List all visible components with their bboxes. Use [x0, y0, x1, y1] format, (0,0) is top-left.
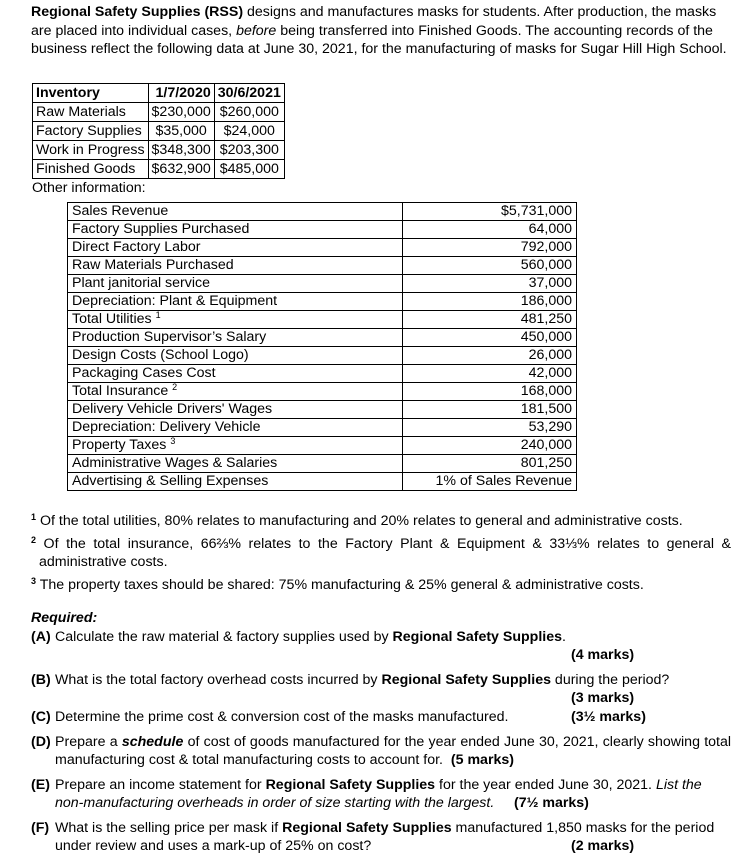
cost-value: 64,000: [403, 221, 577, 239]
question-d: (D) Prepare a schedule of cost of goods manufactured for the year ended June 30, 2021, clearly showing total manufacturing cost & total manufacturing costs to account for. (5 marks): [31, 734, 732, 768]
required-section: [31, 609, 731, 855]
table-row: [68, 455, 577, 473]
question-d-marks: (5 marks): [450, 752, 514, 768]
inventory-item: Work in Progress: [33, 141, 149, 160]
inventory-start-value: $35,000: [148, 122, 214, 141]
cost-item: Depreciation: Plant & Equipment: [68, 293, 403, 311]
question-letter: (D): [31, 734, 51, 750]
table-row: [68, 437, 577, 455]
table-row: [68, 365, 577, 383]
inventory-item: Raw Materials: [33, 103, 149, 122]
footnote-ref: 2: [172, 382, 178, 393]
table-row: [68, 419, 577, 437]
table-row: [68, 257, 577, 275]
cost-value: $5,731,000: [403, 203, 577, 221]
table-row: [33, 122, 285, 141]
question-letter: (F): [31, 820, 50, 836]
cost-value: 1% of Sales Revenue: [403, 473, 577, 491]
cost-item: Plant janitorial service: [68, 275, 403, 293]
question-letter: (A): [31, 629, 51, 645]
cost-value: 168,000: [403, 383, 577, 401]
other-information-table: [67, 202, 577, 491]
cost-item: Administrative Wages & Salaries: [68, 455, 403, 473]
inventory-end-value: $260,000: [214, 103, 284, 122]
cost-value: 801,250: [403, 455, 577, 473]
inventory-start-value: $632,900: [148, 160, 214, 179]
header-end-date: 30/6/2021: [214, 84, 284, 103]
cost-item: Property Taxes $^3$: [68, 437, 403, 455]
table-row: [68, 275, 577, 293]
cost-value: 792,000: [403, 239, 577, 257]
cost-item: Total Insurance $^2$: [68, 383, 403, 401]
inventory-item: Finished Goods: [33, 160, 149, 179]
cost-value: 240,000: [403, 437, 577, 455]
table-row: [33, 103, 285, 122]
cost-value: 181,500: [403, 401, 577, 419]
table-row: [68, 383, 577, 401]
table-row: [68, 293, 577, 311]
required-title: Required:: [31, 610, 98, 626]
cost-item: Depreciation: Delivery Vehicle: [68, 419, 403, 437]
footnote-ref: 3: [170, 436, 176, 447]
inventory-end-value: $203,300: [214, 141, 284, 160]
table-row: [68, 473, 577, 491]
cost-value: 26,000: [403, 347, 577, 365]
question-b-marks: (3 marks): [571, 690, 635, 706]
cost-value: 53,290: [403, 419, 577, 437]
footnote-2: $^2$ Of the total insurance, 66⅔% relates to the Factory Plant & Equipment & 33⅓% relates to general & administrative costs.: [31, 535, 731, 570]
question-a: (A) Calculate the raw material & factory supplies used by Regional Safety Supplies.: [31, 629, 566, 645]
cost-item: Design Costs (School Logo): [68, 347, 403, 365]
cost-item: Sales Revenue: [68, 203, 403, 221]
cost-item: Packaging Cases Cost: [68, 365, 403, 383]
cost-item: Production Supervisor’s Salary: [68, 329, 403, 347]
emphasis-before: before: [236, 22, 277, 39]
table-row: [68, 311, 577, 329]
question-letter: (C): [31, 709, 51, 725]
other-information-label: Other information:: [32, 180, 146, 196]
question-f: (F) What is the selling price per mask if Regional Safety Supplies manufactured 1,850 masks for the period under review and uses a mark-up of 25% on cost? (2 marks): [31, 820, 715, 854]
question-c-marks: (3½ marks): [571, 709, 646, 725]
header-inventory: Inventory: [33, 84, 149, 103]
inventory-item: Factory Supplies: [33, 122, 149, 141]
question-b: (B) What is the total factory overhead costs incurred by Regional Safety Supplies during the period?: [31, 672, 670, 688]
inventory-start-value: $230,000: [148, 103, 214, 122]
inventory-table: [32, 83, 285, 179]
question-a-marks: (4 marks): [571, 647, 635, 663]
question-c: (C) Determine the prime cost & conversion cost of the masks manufactured. (3½ marks): [31, 709, 646, 725]
table-row: [68, 347, 577, 365]
table-row: [68, 221, 577, 239]
table-row: [33, 141, 285, 160]
table-row: [68, 203, 577, 221]
cost-value: 450,000: [403, 329, 577, 347]
question-letter: (E): [31, 777, 50, 793]
inventory-end-value: $485,000: [214, 160, 284, 179]
cost-value: 42,000: [403, 365, 577, 383]
cost-value: 37,000: [403, 275, 577, 293]
table-row: [33, 160, 285, 179]
inventory-start-value: $348,300: [148, 141, 214, 160]
inventory-end-value: $24,000: [214, 122, 284, 141]
inventory-header-row: [33, 84, 285, 103]
cost-item: Total Utilities $^1$: [68, 311, 403, 329]
question-letter: (B): [31, 672, 51, 688]
cost-value: 481,250: [403, 311, 577, 329]
cost-value: 560,000: [403, 257, 577, 275]
table-row: [68, 401, 577, 419]
question-f-marks: (2 marks): [571, 838, 635, 854]
footnote-3: $^3$ The property taxes should be shared: 75% manufacturing & 25% general & administrative costs.: [31, 576, 644, 593]
company-name: Regional Safety Supplies (RSS): [31, 4, 244, 20]
cost-item: Raw Materials Purchased: [68, 257, 403, 275]
cost-item: Delivery Vehicle Drivers' Wages: [68, 401, 403, 419]
table-row: [68, 239, 577, 257]
cost-item: Direct Factory Labor: [68, 239, 403, 257]
header-start-date: 1/7/2020: [148, 84, 214, 103]
question-e-marks: (7½ marks): [513, 795, 589, 811]
question-e: (E) Prepare an income statement for Regional Safety Supplies for the year ended June 30, 2021. List the non-manufacturing overheads in order of size starting with the largest. (7½ marks): [31, 777, 702, 811]
cost-value: 186,000: [403, 293, 577, 311]
intro-paragraph: Regional Safety Supplies (RSS) designs and manufactures masks for students. After production, the masks are placed into individual cases, before being transferred into Finished Goods. The accounting records of the business reflect the following data at June 30, 2021, for the manufacturing of masks for Sugar Hill High School.: [31, 4, 727, 57]
cost-item: Factory Supplies Purchased: [68, 221, 403, 239]
cost-item: Advertising & Selling Expenses: [68, 473, 403, 491]
table-row: [68, 329, 577, 347]
footnote-1: $^1$ Of the total utilities, 80% relates to manufacturing and 20% relates to general and administrative costs.: [31, 512, 683, 529]
footnotes: [31, 512, 731, 599]
footnote-ref: 1: [155, 310, 161, 321]
